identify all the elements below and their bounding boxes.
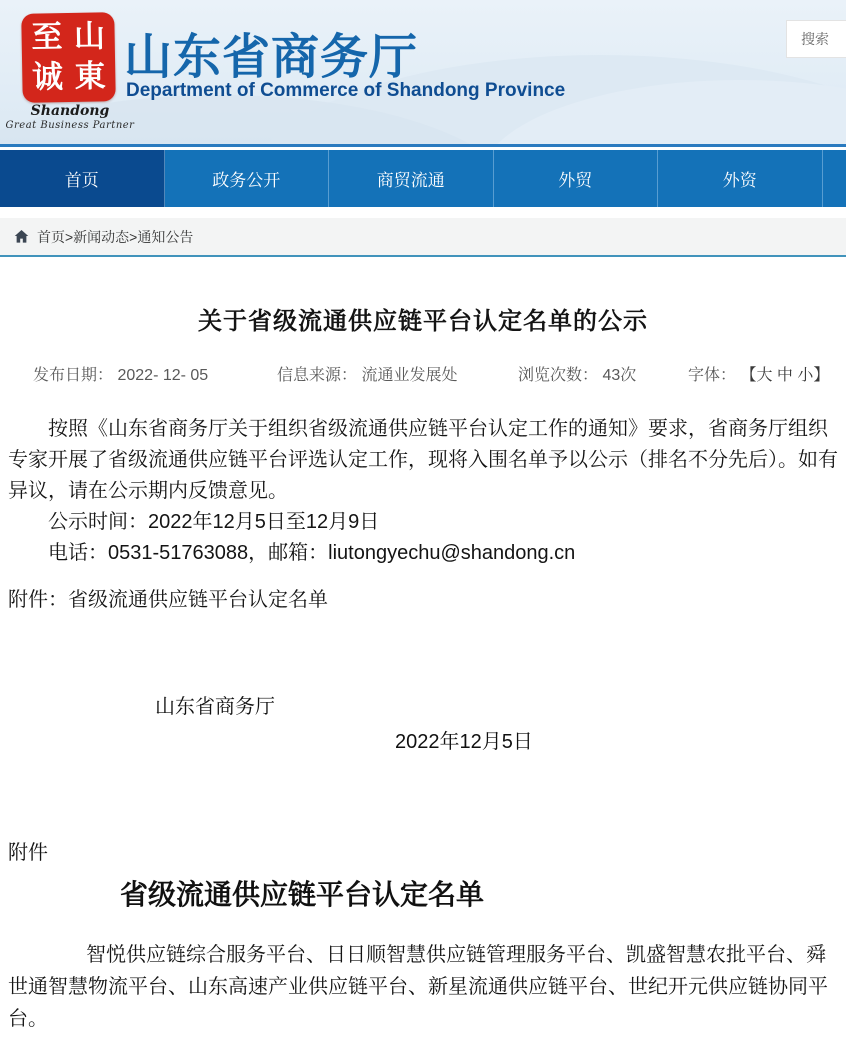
nav-item-foreign-investment[interactable]: 外资 [658, 150, 823, 207]
signature-organization: 山东省商务厅 [155, 696, 275, 718]
platform-list: 智悦供应链综合服务平台、日日顺智慧供应链管理服务平台、凯盛智慧农批平台、舜世通智慧物流平台、山东高速产业供应链平台、新星流通供应链平台、世纪开元供应链协同平台。 [8, 944, 828, 1030]
nav-item-foreign-trade[interactable]: 外贸 [494, 150, 659, 207]
paragraph-contact: 电话：0531-51763088，邮箱：liutongyechu@shandong.cn [48, 542, 576, 564]
shandong-seal-logo [21, 12, 116, 103]
article-body [8, 414, 838, 569]
seal-char: 東 [74, 58, 106, 96]
nav-item-home[interactable]: 首页 [0, 150, 165, 207]
info-source: 信息来源： 流通业发展处 [277, 367, 458, 384]
logo-script-shandong: Shandong [30, 103, 110, 119]
attachment-section-title: 省级流通供应链平台认定名单 [120, 879, 485, 910]
breadcrumb[interactable]: 首页>新闻动态>通知公告 [37, 228, 194, 245]
breadcrumb-bar [0, 218, 846, 257]
attachment-section-label: 附件 [8, 842, 48, 864]
home-icon [14, 229, 29, 244]
paragraph-notice: 按照《山东省商务厅关于组织省级流通供应链平台认定工作的通知》要求，省商务厅组织专家开展了省级流通供应链平台评选认定工作，现将入围名单予以公示（排名不分先后）。如有异议，请在公示期内反馈意见。 [8, 418, 838, 502]
publish-date: 发布日期： 2022- 12- 05 [33, 367, 209, 384]
site-title: 山东省商务厅 [124, 31, 419, 84]
view-count: 浏览次数： 43次 [518, 367, 637, 384]
article-title: 关于省级流通供应链平台认定名单的公示 [198, 308, 648, 335]
seal-char: 诚 [31, 59, 64, 96]
attachment-reference-line: 附件：省级流通供应链平台认定名单 [8, 589, 328, 611]
search-label: 搜索 [801, 31, 829, 47]
nav-item-trade-circulation[interactable]: 商贸流通 [329, 150, 494, 207]
site-header [0, 0, 846, 147]
font-size-options[interactable]: 【大 中 小】 [740, 367, 830, 384]
signature-date: 2022年12月5日 [395, 731, 533, 753]
seal-char: 至 [31, 18, 63, 56]
seal-char: 山 [73, 18, 106, 55]
main-nav [0, 150, 846, 207]
nav-item-government-affairs[interactable]: 政务公开 [165, 150, 330, 207]
article-content [0, 257, 846, 1035]
logo-script-slogan: Great Business Partner [5, 120, 135, 131]
search-button[interactable] [786, 20, 846, 58]
paragraph-public-period: 公示时间：2022年12月5日至12月9日 [48, 511, 380, 533]
article-meta [8, 362, 838, 384]
font-size-control: 字体： 【大 中 小】 [688, 367, 830, 384]
site-subtitle: Department of Commerce of Shandong Province [126, 80, 566, 101]
